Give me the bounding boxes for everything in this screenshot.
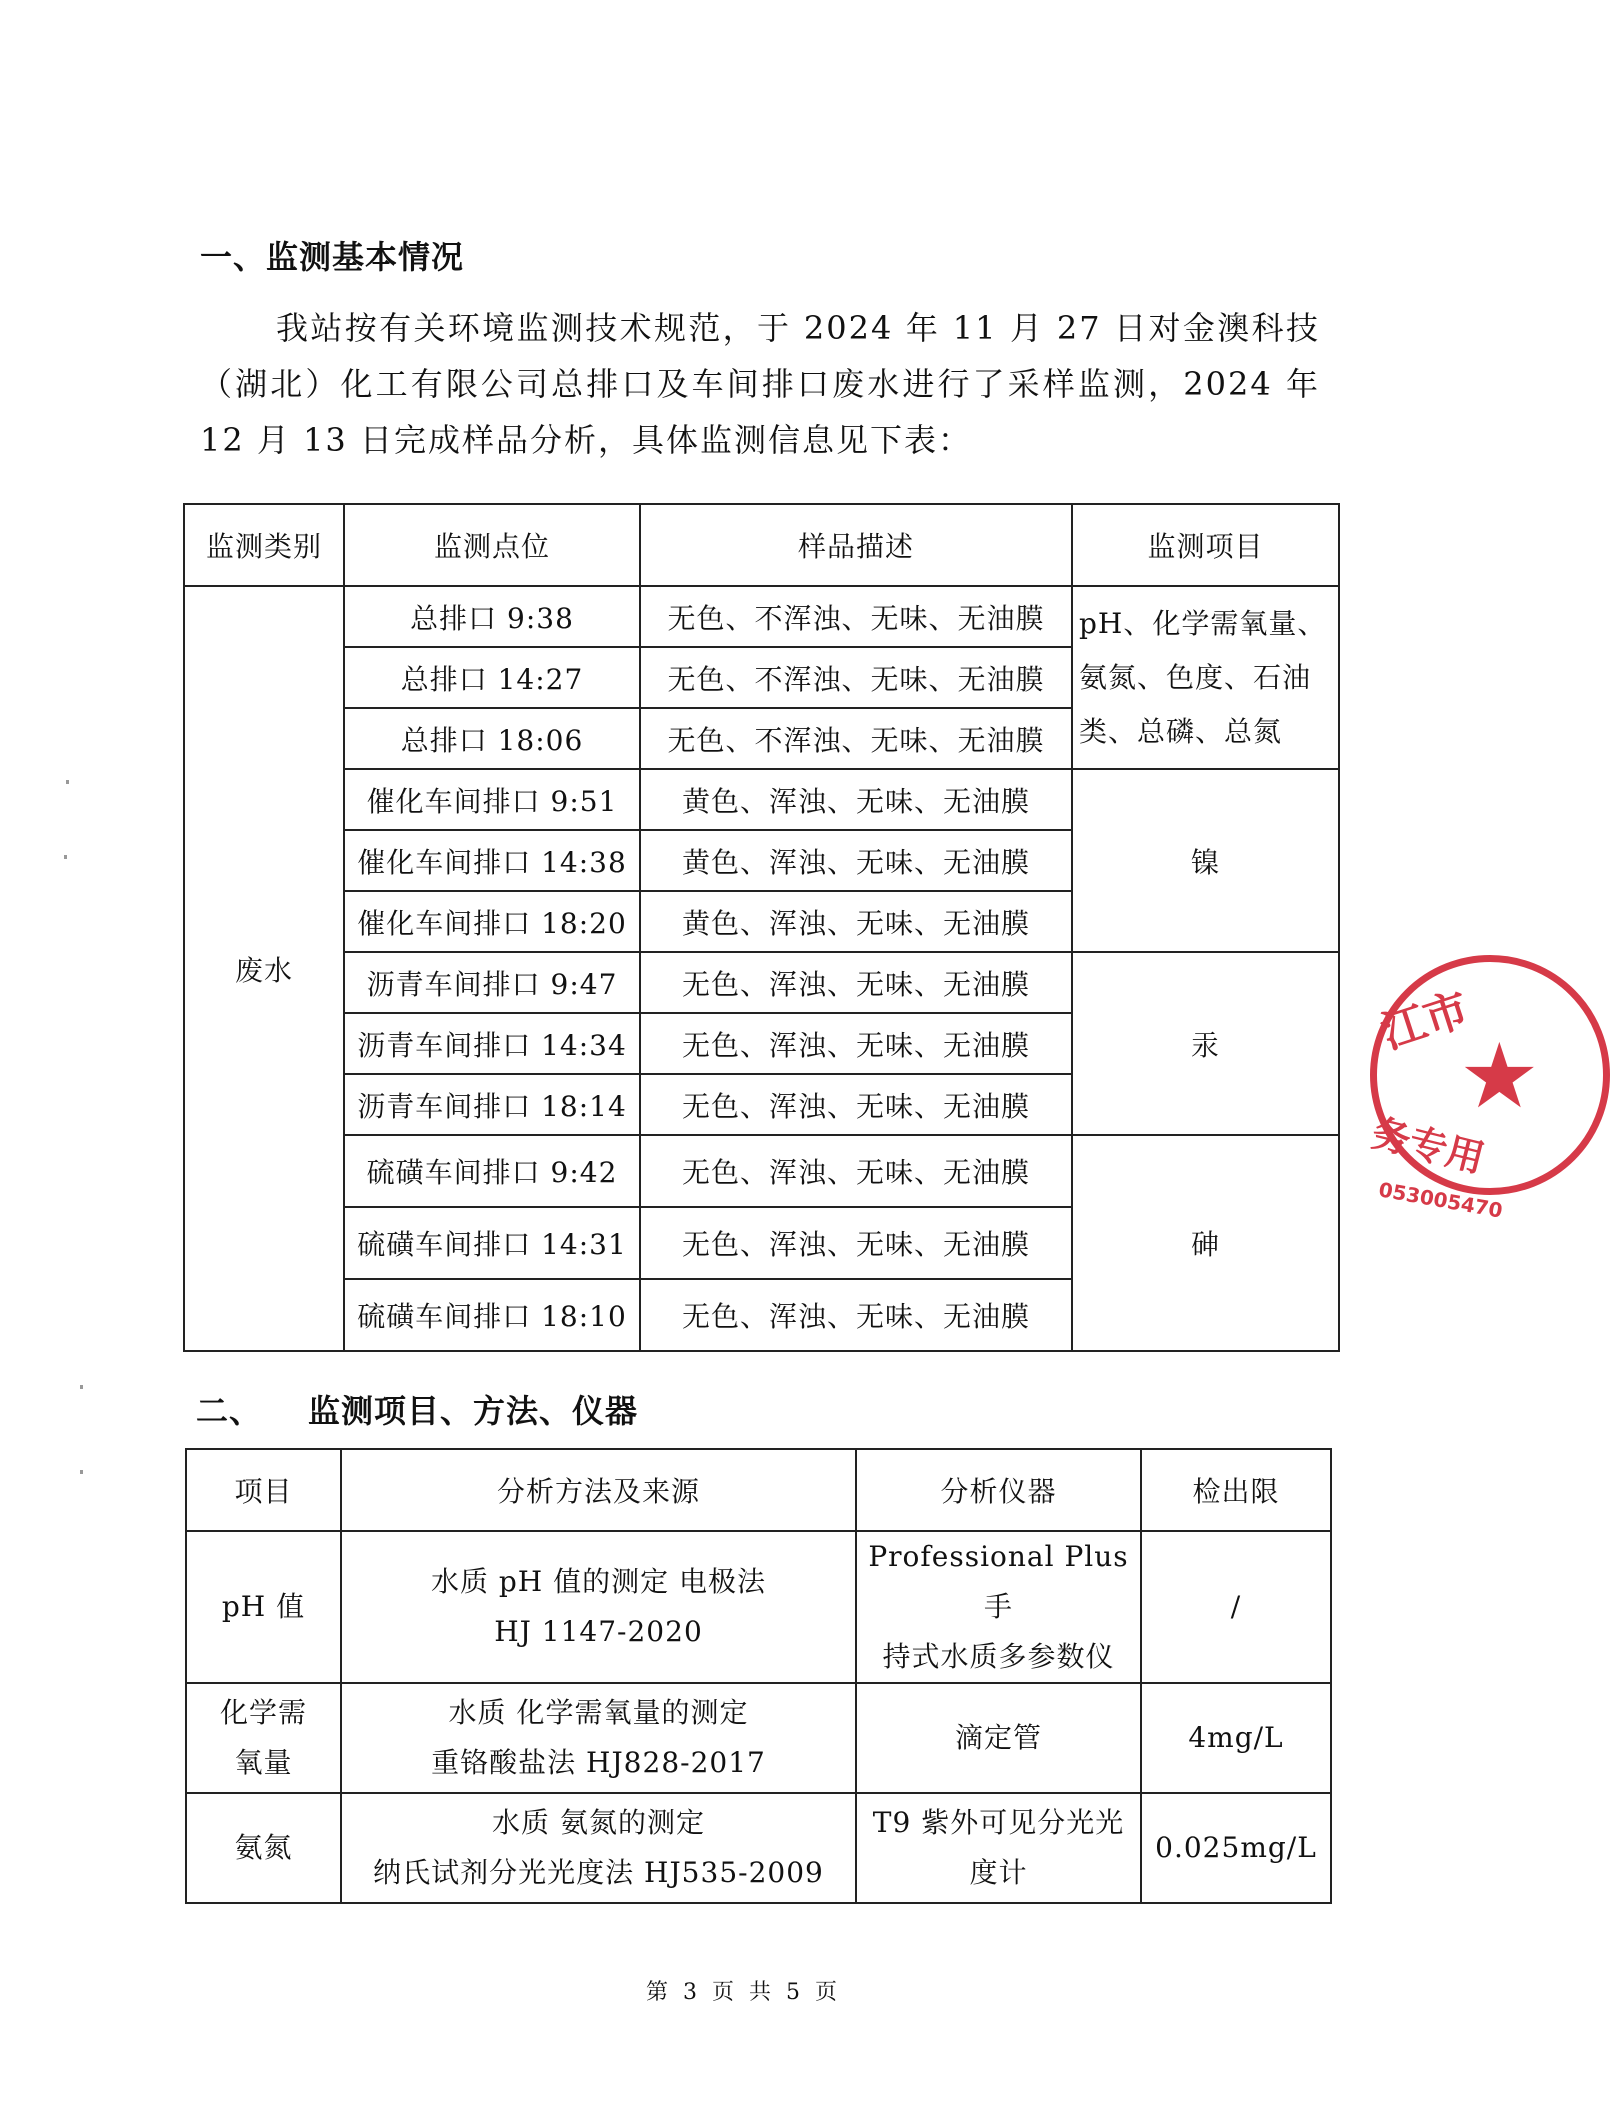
item-cell: 镍 (1072, 769, 1339, 952)
point-cell: 沥青车间排口 9:47 (344, 952, 640, 1013)
instrument-line: 持式水质多参数仪 (882, 1640, 1115, 1673)
page-footer: 第 3 页 共 5 页 (646, 1980, 841, 2005)
table-header-row (186, 1449, 1331, 1531)
header-instrument: 分析仪器 (856, 1449, 1141, 1531)
point-cell: 沥青车间排口 18:14 (344, 1074, 640, 1135)
method-cell (341, 1793, 856, 1903)
method-line: 水质 氨氮的测定 (492, 1806, 705, 1839)
section2-heading: 二、 监测项目、方法、仪器 (196, 1392, 639, 1430)
description-cell: 无色、浑浊、无味、无油膜 (640, 1207, 1072, 1279)
section1-heading: 一、监测基本情况 (200, 238, 465, 276)
description-cell: 黄色、浑浊、无味、无油膜 (640, 769, 1072, 830)
instrument-cell (856, 1683, 1141, 1793)
instrument-cell (856, 1531, 1141, 1683)
limit-cell: 4mg/L (1141, 1683, 1331, 1793)
description-cell: 无色、浑浊、无味、无油膜 (640, 952, 1072, 1013)
item-line: 化学需 (219, 1696, 307, 1729)
point-cell: 催化车间排口 18:20 (344, 891, 640, 952)
seal-text-bottom: 务专用 (1367, 1110, 1489, 1182)
header-category: 监测类别 (184, 504, 344, 586)
table-row (184, 769, 1339, 830)
header-point: 监测点位 (344, 504, 640, 586)
instrument-line: 滴定管 (954, 1721, 1042, 1754)
description-cell: 无色、不浑浊、无味、无油膜 (640, 586, 1072, 647)
instrument-line: 度计 (969, 1856, 1028, 1889)
method-line: 水质 化学需氧量的测定 (448, 1696, 749, 1729)
instrument-cell (856, 1793, 1141, 1903)
header-description: 样品描述 (640, 504, 1072, 586)
section1-paragraph: 我站按有关环境监测技术规范，于 2024 年 11 月 27 日对金澳科技（湖北）化工有限公司总排口及车间排口废水进行了采样监测，2024 年 12 月 13 日完成样品分析，具体监测信息见下表： (200, 309, 1320, 459)
item-cell (186, 1531, 341, 1683)
seal-star-icon: ★ (1459, 1024, 1540, 1129)
seal-number: 053005470 (1376, 1177, 1505, 1223)
table-header-row (184, 504, 1339, 586)
instrument-line: T9 紫外可见分光光 (872, 1806, 1125, 1839)
category-cell: 废水 (184, 586, 344, 1351)
limit-cell: 0.025mg/L (1141, 1793, 1331, 1903)
description-cell: 无色、浑浊、无味、无油膜 (640, 1279, 1072, 1351)
point-cell: 总排口 9:38 (344, 586, 640, 647)
seal-text-top: 江市 (1375, 983, 1476, 1060)
point-cell: 总排口 14:27 (344, 647, 640, 708)
methods-table (185, 1448, 1332, 1904)
description-cell: 无色、浑浊、无味、无油膜 (640, 1074, 1072, 1135)
method-cell (341, 1683, 856, 1793)
method-line: 重铬酸盐法 HJ828-2017 (431, 1746, 766, 1779)
method-cell (341, 1531, 856, 1683)
header-project: 项目 (186, 1449, 341, 1531)
method-line: 水质 pH 值的测定 电极法 (430, 1565, 767, 1598)
table-row (186, 1793, 1331, 1903)
table-row (184, 586, 1339, 647)
instrument-line: Professional Plus 手 (868, 1540, 1129, 1623)
point-cell: 沥青车间排口 14:34 (344, 1013, 640, 1074)
table-row (184, 952, 1339, 1013)
method-line: HJ 1147-2020 (494, 1615, 703, 1648)
description-cell: 无色、不浑浊、无味、无油膜 (640, 708, 1072, 769)
monitoring-info-table (183, 503, 1340, 1352)
header-item: 监测项目 (1072, 504, 1339, 586)
table-row (184, 1135, 1339, 1207)
table-row (186, 1531, 1331, 1683)
description-cell: 无色、浑浊、无味、无油膜 (640, 1013, 1072, 1074)
point-cell: 硫磺车间排口 18:10 (344, 1279, 640, 1351)
item-cell (186, 1683, 341, 1793)
item-cell: 汞 (1072, 952, 1339, 1135)
description-cell: 黄色、浑浊、无味、无油膜 (640, 891, 1072, 952)
point-cell: 催化车间排口 9:51 (344, 769, 640, 830)
item-line: pH 值 (221, 1590, 306, 1623)
item-cell: pH、化学需氧量、氨氮、色度、石油类、总磷、总氮 (1072, 586, 1339, 769)
description-cell: 无色、浑浊、无味、无油膜 (640, 1135, 1072, 1207)
item-line: 氨氮 (234, 1831, 293, 1864)
point-cell: 总排口 18:06 (344, 708, 640, 769)
point-cell: 硫磺车间排口 14:31 (344, 1207, 640, 1279)
item-line: 氧量 (234, 1746, 293, 1779)
description-cell: 黄色、浑浊、无味、无油膜 (640, 830, 1072, 891)
description-cell: 无色、不浑浊、无味、无油膜 (640, 647, 1072, 708)
item-cell (186, 1793, 341, 1903)
method-line: 纳氏试剂分光光度法 HJ535-2009 (373, 1856, 824, 1889)
header-limit: 检出限 (1141, 1449, 1331, 1531)
table-row (186, 1683, 1331, 1793)
limit-cell: / (1141, 1531, 1331, 1683)
point-cell: 催化车间排口 14:38 (344, 830, 640, 891)
header-method: 分析方法及来源 (341, 1449, 856, 1531)
item-cell: 砷 (1072, 1135, 1339, 1351)
point-cell: 硫磺车间排口 9:42 (344, 1135, 640, 1207)
